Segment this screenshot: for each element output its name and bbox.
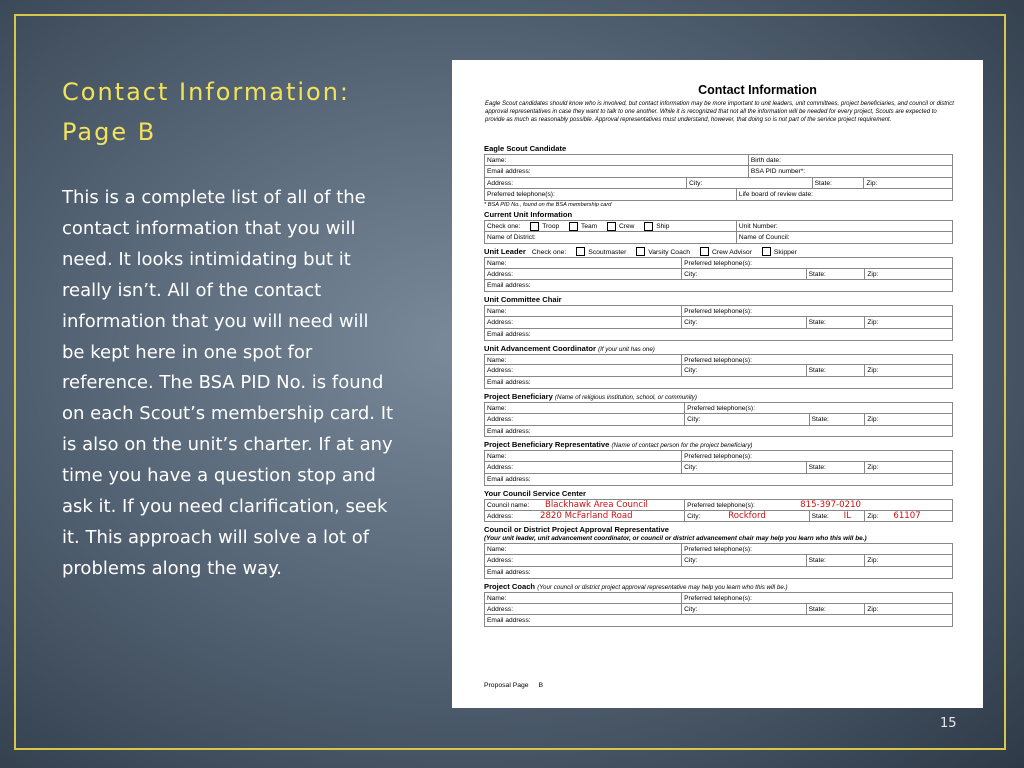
pid-footnote: * BSA PID No., found on the BSA membership card bbox=[484, 202, 612, 209]
field-email: Email address: bbox=[487, 379, 531, 387]
title-line-1: Contact Information: bbox=[62, 78, 351, 106]
field-email: Email address: bbox=[487, 330, 531, 338]
form-row bbox=[484, 280, 953, 292]
form-row bbox=[484, 329, 953, 341]
title-line-2: Page B bbox=[62, 118, 157, 146]
field-email: Email address: bbox=[487, 427, 531, 435]
coach-heading: Project Coach bbox=[484, 581, 536, 591]
field-address bbox=[485, 511, 684, 522]
field-city bbox=[684, 511, 808, 522]
unit-leader-heading: Unit Leader bbox=[484, 246, 526, 256]
form-row bbox=[484, 462, 953, 474]
form-row bbox=[484, 615, 953, 627]
field-address: Address: bbox=[487, 179, 514, 187]
skipper-checkbox[interactable] bbox=[762, 247, 771, 256]
field-phone: Preferred telephone(s): bbox=[487, 191, 555, 199]
scoutmaster-checkbox[interactable] bbox=[576, 247, 585, 256]
field-name: Name: bbox=[487, 546, 507, 554]
beneficiary-heading: Project Beneficiary bbox=[484, 391, 553, 401]
form-body bbox=[484, 144, 953, 627]
check-one-label: Check one: bbox=[487, 223, 521, 231]
crew-label: Crew bbox=[619, 223, 635, 231]
field-unit-number: Unit Number: bbox=[736, 221, 952, 231]
section-beneficiary-representative bbox=[484, 440, 953, 450]
proposal-page-footer bbox=[484, 682, 543, 689]
team-checkbox[interactable] bbox=[569, 222, 578, 231]
beneficiary-note: (Name of religious institution, school, or community) bbox=[554, 393, 697, 401]
state-value: IL bbox=[843, 510, 851, 521]
troop-label: Troop bbox=[542, 223, 560, 231]
crew-advisor-checkbox[interactable] bbox=[700, 247, 709, 256]
council-name-value: Blackhawk Area Council bbox=[545, 499, 648, 510]
coach-note: (Your council or district project approval representative may help you learn who this will be.) bbox=[537, 583, 788, 591]
field-city: City: bbox=[681, 604, 805, 615]
phone-label: Preferred telephone(s): bbox=[687, 501, 755, 509]
ship-label: Ship bbox=[656, 223, 670, 231]
scoutmaster-label: Scoutmaster bbox=[588, 248, 627, 256]
field-email: Email address: bbox=[487, 282, 531, 290]
form-row bbox=[484, 354, 953, 366]
form-title: Contact Information bbox=[698, 83, 817, 97]
field-name: Name: bbox=[487, 404, 507, 412]
field-city: City: bbox=[681, 269, 805, 280]
unit-type-checks bbox=[485, 221, 736, 231]
field-name: Name: bbox=[487, 453, 507, 461]
approval-note: (Your unit leader, unit advancement coordinator, or council or district advancement chair may help you learn who this will be.) bbox=[484, 535, 867, 543]
field-name: Name: bbox=[487, 259, 507, 267]
form-row bbox=[484, 450, 953, 462]
field-city: City: bbox=[681, 462, 805, 473]
section-candidate: Eagle Scout Candidate bbox=[484, 144, 567, 153]
field-zip: Zip: bbox=[864, 414, 952, 425]
field-zip: Zip: bbox=[864, 462, 952, 473]
page-number: 15 bbox=[940, 716, 957, 731]
field-email: Email address: bbox=[487, 475, 531, 483]
field-phone: Preferred telephone(s): bbox=[681, 593, 952, 603]
form-row bbox=[484, 414, 953, 426]
troop-checkbox[interactable] bbox=[530, 222, 539, 231]
field-state: State: bbox=[806, 269, 865, 280]
field-pid: BSA PID number*: bbox=[748, 166, 952, 177]
field-address: Address: bbox=[487, 605, 514, 613]
proposal-page-label: Proposal Page bbox=[484, 682, 529, 689]
field-address: Address: bbox=[487, 318, 514, 326]
beneficiary-rep-heading: Project Beneficiary Representative bbox=[484, 440, 610, 450]
advancement-heading: Unit Advancement Coordinator bbox=[484, 343, 596, 353]
field-email: Email address: bbox=[487, 617, 531, 625]
form-row bbox=[484, 377, 953, 389]
field-name: Name: bbox=[487, 594, 507, 602]
city-value: Rockford bbox=[728, 510, 766, 521]
form-row bbox=[484, 232, 953, 244]
field-state: State: bbox=[806, 317, 865, 328]
city-label: City: bbox=[687, 512, 701, 520]
section-project-beneficiary bbox=[484, 392, 953, 402]
form-row bbox=[484, 555, 953, 567]
form-row bbox=[484, 178, 953, 190]
advancement-note: (If your unit has one) bbox=[598, 345, 655, 353]
field-city: City: bbox=[681, 365, 805, 376]
field-district: Name of District: bbox=[487, 233, 536, 241]
field-city: City: bbox=[681, 317, 805, 328]
section-committee-chair: Unit Committee Chair bbox=[484, 295, 562, 305]
field-zip bbox=[864, 511, 952, 522]
varsity-coach-checkbox[interactable] bbox=[636, 247, 645, 256]
field-address: Address: bbox=[487, 557, 514, 565]
section-approval-representative: Council or District Project Approval Representative bbox=[484, 525, 669, 535]
form-row bbox=[484, 257, 953, 269]
section-unit: Current Unit Information bbox=[484, 210, 573, 220]
field-email: Email address: bbox=[487, 167, 531, 175]
field-state: State: bbox=[806, 555, 865, 566]
crew-advisor-label: Crew Advisor bbox=[711, 248, 752, 256]
field-zip: Zip: bbox=[864, 604, 952, 615]
form-row bbox=[484, 269, 953, 281]
field-city: City: bbox=[681, 555, 805, 566]
team-label: Team bbox=[581, 223, 598, 231]
field-phone: Preferred telephone(s): bbox=[681, 355, 952, 365]
field-name: Name: bbox=[487, 308, 507, 316]
phone-value: 815-397-0210 bbox=[800, 499, 862, 510]
leader-check-one-label: Check one: bbox=[531, 248, 567, 256]
field-zip: Zip: bbox=[864, 365, 952, 376]
field-state: State: bbox=[812, 178, 864, 189]
form-row bbox=[484, 604, 953, 616]
field-council: Name of Council: bbox=[736, 232, 952, 243]
section-unit-leader bbox=[484, 247, 953, 257]
field-phone: Preferred telephone(s): bbox=[681, 306, 952, 316]
section-council-service-center: Your Council Service Center bbox=[484, 488, 586, 498]
form-row bbox=[484, 220, 953, 232]
beneficiary-rep-note: (Name of contact person for the project beneficiary) bbox=[611, 442, 753, 450]
field-phone: Preferred telephone(s): bbox=[681, 258, 952, 268]
form-row bbox=[484, 426, 953, 438]
form-row bbox=[484, 154, 953, 166]
field-zip: Zip: bbox=[864, 555, 952, 566]
field-phone: Preferred telephone(s): bbox=[684, 403, 952, 413]
address-value: 2820 McFarland Road bbox=[540, 510, 633, 521]
field-state bbox=[809, 511, 865, 522]
slide-title bbox=[62, 72, 392, 152]
field-phone bbox=[684, 500, 952, 510]
field-phone: Preferred telephone(s): bbox=[681, 544, 952, 554]
proposal-page-value: B bbox=[538, 682, 544, 689]
field-zip: Zip: bbox=[863, 178, 952, 189]
form-row bbox=[484, 499, 953, 511]
field-name: Name: bbox=[487, 356, 507, 364]
field-email: Email address: bbox=[487, 568, 531, 576]
zip-label: Zip: bbox=[867, 512, 879, 520]
form-row bbox=[484, 567, 953, 579]
form-row bbox=[484, 592, 953, 604]
zip-value: 61107 bbox=[893, 510, 921, 521]
form-row bbox=[484, 365, 953, 377]
state-label: State: bbox=[811, 512, 829, 520]
form-row bbox=[484, 166, 953, 178]
address-label: Address: bbox=[487, 512, 514, 520]
field-state: State: bbox=[806, 365, 865, 376]
contact-form-document bbox=[452, 60, 983, 708]
field-state: State: bbox=[809, 414, 865, 425]
field-state: State: bbox=[806, 604, 865, 615]
field-birth-date: Birth date: bbox=[748, 155, 952, 165]
field-council-name bbox=[485, 500, 684, 510]
form-row bbox=[484, 511, 953, 523]
field-address: Address: bbox=[487, 270, 514, 278]
field-address: Address: bbox=[487, 367, 514, 375]
form-intro: Eagle Scout candidates should know who is involved, but contact information may be more important to unit leaders, unit committees, project beneficiaries, and council or district approval representatives in case they want to talk to one another. While it is recognized that not all the information will be needed for every project, Scouts are expected to provide as much as reasonably possible. Approval representatives must understand, however, that doing so is not part of the service project requirement. bbox=[485, 101, 954, 123]
skipper-label: Skipper bbox=[773, 248, 797, 256]
field-phone: Preferred telephone(s): bbox=[681, 451, 952, 461]
field-review-date: Life board of review date: bbox=[736, 189, 952, 200]
form-row bbox=[484, 474, 953, 486]
varsity-coach-label: Varsity Coach bbox=[648, 248, 691, 256]
form-row bbox=[484, 189, 953, 201]
section-advancement-coordinator bbox=[484, 344, 953, 354]
form-row bbox=[484, 543, 953, 555]
ship-checkbox[interactable] bbox=[644, 222, 653, 231]
council-name-label: Council name: bbox=[487, 501, 530, 509]
crew-checkbox[interactable] bbox=[607, 222, 616, 231]
form-row bbox=[484, 305, 953, 317]
field-state: State: bbox=[806, 462, 865, 473]
section-project-coach bbox=[484, 582, 953, 592]
slide-body-text: This is a complete list of all of the contact information that you will need. It looks intimidating but it really isn’t. All of the contact information that you will need will be kept here in one spot for reference. The BSA PID No. is found on each Scout’s membership card. It is also on the unit’s charter. If at any time you have a question stop and ask it. If you need clarification, seek it. This approach will solve a lot of problems along the way. bbox=[62, 187, 394, 579]
field-zip: Zip: bbox=[864, 269, 952, 280]
form-row bbox=[484, 402, 953, 414]
field-name: Name: bbox=[487, 157, 507, 164]
field-city: City: bbox=[686, 178, 811, 189]
field-address: Address: bbox=[487, 464, 514, 472]
field-city: City: bbox=[684, 414, 808, 425]
field-address: Address: bbox=[487, 415, 514, 423]
form-row bbox=[484, 317, 953, 329]
field-zip: Zip: bbox=[864, 317, 952, 328]
